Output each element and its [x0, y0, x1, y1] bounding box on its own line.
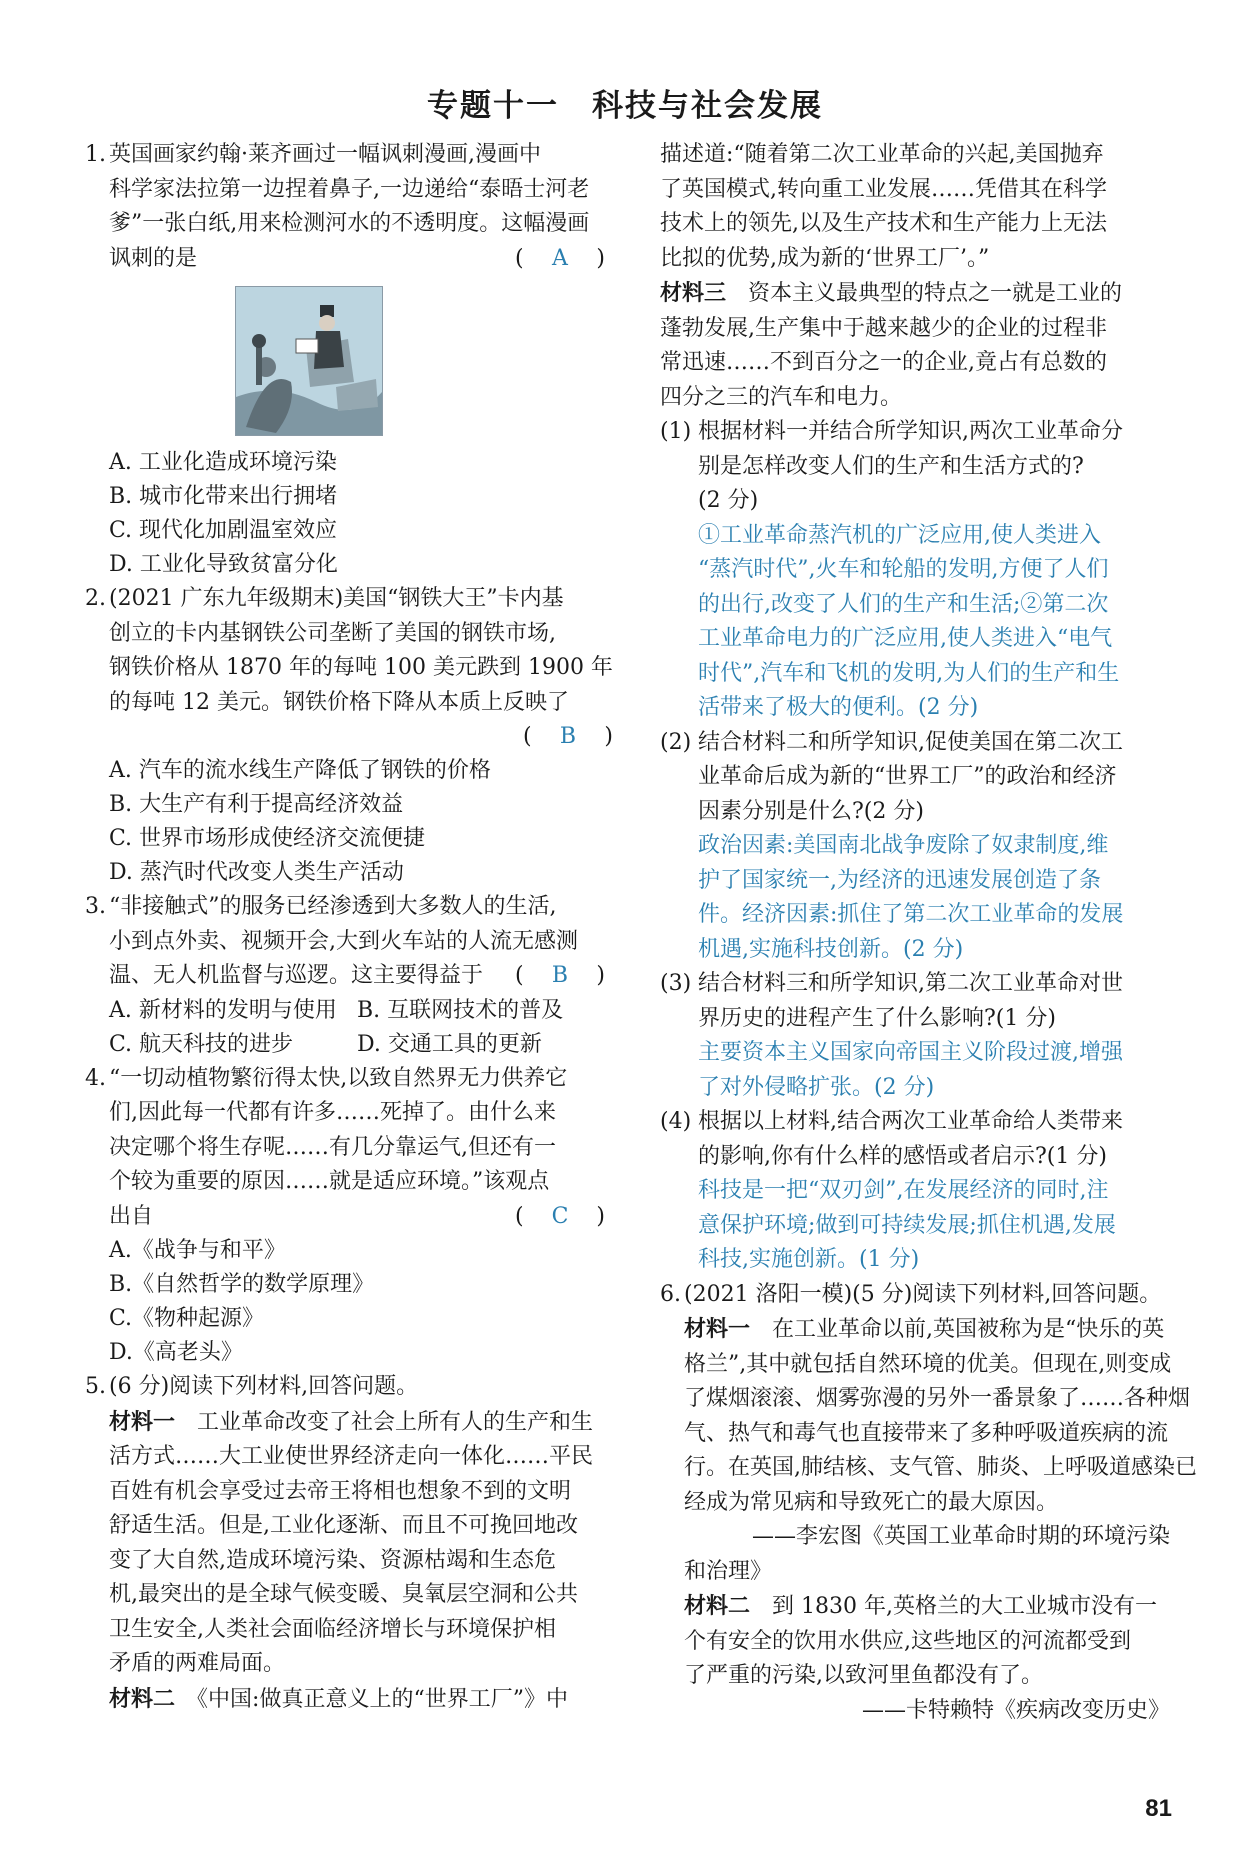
question-1 [85, 138, 605, 276]
answer-text: 科技是一把“双刃剑”,在发展经济的同时,注 [698, 1178, 1109, 1203]
subquestion-text: 界历史的进程产生了什么影响?(1 分) [698, 1005, 1056, 1031]
material-line: 百姓有机会享受过去帝王将相也想象不到的文明 [109, 1478, 572, 1504]
answer-letter: B [551, 963, 569, 988]
option: C. 现代化加剧温室效应 [109, 518, 338, 543]
answer-text: 时代”,汽车和飞机的发明,为人们的生产和生 [698, 660, 1120, 686]
material-text: 《中国:做真正意义上的“世界工厂”》中 [197, 1686, 568, 1712]
question-number: 5. [85, 1374, 106, 1399]
subquestion-text: 因素分别是什么?(2 分) [698, 798, 924, 824]
material-text: 到 1830 年,英格兰的大工业城市没有一 [772, 1594, 1158, 1619]
answer-text: 科技,实施创新。(1 分) [698, 1247, 920, 1272]
answer-text: 工业革命电力的广泛应用,使人类进入“电气 [698, 626, 1113, 651]
question-intro: (6 分)阅读下列材料,回答问题。 [109, 1374, 419, 1399]
question-text: 温、无人机监督与巡逻。这主要得益于 [109, 963, 484, 988]
answer-bracket: ( C ) [515, 1200, 605, 1235]
answer-text: 意保护环境;做到可持续发展;抓住机遇,发展 [698, 1212, 1116, 1238]
material-line: 变了大自然,造成环境污染、资源枯竭和生态危 [109, 1547, 556, 1573]
material-text: 在工业革命以前,英国被称为是“快乐的英 [772, 1317, 1165, 1342]
material-line: 比拟的优势,成为新的‘世界工厂’。” [660, 245, 990, 271]
option: A. 汽车的流水线生产降低了钢铁的价格 [109, 758, 491, 783]
answer-text: ①工业革命蒸汽机的广泛应用,使人类进入 [698, 522, 1101, 548]
answer-text: 了对外侵略扩张。(2 分) [698, 1074, 935, 1100]
question-number: 3. [85, 894, 106, 919]
option: D. 交通工具的更新 [357, 1031, 542, 1057]
subquestion-text: 结合材料二和所学知识,促使美国在第二次工 [698, 729, 1123, 755]
material-line [660, 1589, 1170, 1625]
question-4 [85, 1062, 605, 1235]
question-text: “非接触式”的服务已经渗透到大多数人的生活, [109, 894, 557, 919]
subquestion-text: 结合材料三和所学知识,第二次工业革命对世 [698, 971, 1123, 996]
material-label: 材料二 [109, 1685, 176, 1712]
option-row [85, 994, 605, 1028]
material-line [660, 276, 1170, 312]
page-number: 81 [1145, 1795, 1172, 1822]
material-line: 活方式……大工业使世界经济走向一体化……平民 [109, 1444, 594, 1469]
cartoon-image [235, 286, 383, 436]
option: C.《物种起源》 [109, 1306, 265, 1331]
option: B.《自然哲学的数学原理》 [109, 1272, 375, 1297]
answer-bracket: ( B ) [515, 959, 605, 994]
answer-text: 活带来了极大的便利。(2 分) [698, 695, 979, 720]
option: D.《高老头》 [109, 1340, 243, 1365]
question-text: 决定哪个将生存呢……有几分靠运气,但还有一 [109, 1134, 556, 1160]
material-text: 工业革命改变了社会上所有人的生产和生 [197, 1409, 594, 1435]
question-text: 们,因此每一代都有许多……死掉了。由什么来 [109, 1100, 556, 1125]
question-2 [85, 582, 613, 754]
question-text: 英国画家约翰·莱齐画过一幅讽刺漫画,漫画中 [109, 142, 541, 167]
subquestion-2 [660, 726, 1170, 968]
subquestion-4 [660, 1105, 1170, 1278]
answer-text: 政治因素:美国南北战争废除了奴隶制度,维 [698, 833, 1109, 858]
answer-letter: A [552, 245, 568, 271]
answer-text: 的出行,改变了人们的生产和生活;②第二次 [698, 591, 1109, 617]
material-line: 气、热气和毒气也直接带来了多种呼吸道疾病的流 [684, 1420, 1169, 1446]
answer-text: 件。经济因素:抓住了第二次工业革命的发展 [698, 902, 1124, 927]
subquestion-text: 的影响,你有什么样的感悟或者启示?(1 分) [698, 1143, 1107, 1169]
material-line: 格兰”,其中就包括自然环境的优美。但现在,则变成 [684, 1351, 1172, 1377]
material-source: ——李宏图《英国工业革命时期的环境污染 [751, 1524, 1170, 1549]
material-line: 了严重的污染,以致河里鱼都没有了。 [684, 1663, 1043, 1688]
question-number: 2. [85, 586, 106, 611]
material-line: 行。在英国,肺结核、支气管、肺炎、上呼吸道感染已 [684, 1455, 1197, 1480]
option: B. 互联网技术的普及 [357, 997, 564, 1023]
question-text: “一切动植物繁衍得太快,以致自然界无力供养它 [109, 1065, 568, 1091]
subquestion-label: (1) [660, 419, 692, 444]
material-line: 个有安全的饮用水供应,这些地区的河流都受到 [684, 1628, 1131, 1654]
option-row [85, 1028, 605, 1062]
question-number: 1. [85, 142, 106, 167]
answer-text: 主要资本主义国家向帝国主义阶段过渡,增强 [698, 1040, 1123, 1065]
material-line: 了英国模式,转向重工业发展……凭借其在科学 [660, 176, 1107, 202]
subquestion-label: (2) [660, 729, 692, 755]
material-line: 描述道:“随着第二次工业革命的兴起,美国抛弃 [660, 142, 1104, 167]
option: B. 大生产有利于提高经济效益 [109, 792, 404, 817]
material-line: 四分之三的汽车和电力。 [660, 384, 903, 410]
option: B. 城市化带来出行拥堵 [109, 484, 338, 509]
material-source: ——卡特赖特《疾病改变历史》 [861, 1697, 1170, 1723]
question-3 [85, 890, 605, 994]
left-column [85, 138, 613, 1717]
subquestion-text: 根据材料一并结合所学知识,两次工业革命分 [698, 419, 1123, 444]
subquestion-3 [660, 967, 1170, 1105]
question-number: 4. [85, 1065, 106, 1091]
question-text: 出自 [109, 1203, 154, 1229]
faraday-cartoon-illustration [236, 287, 382, 435]
question-intro: (2021 洛阳一模)(5 分)阅读下列材料,回答问题。 [684, 1281, 1162, 1307]
question-text: 钢铁价格从 1870 年的每吨 100 美元跌到 1900 年 [109, 655, 613, 680]
material-line [85, 1682, 605, 1718]
question-number: 6. [660, 1281, 681, 1307]
option: D. 工业化导致贫富分化 [109, 552, 338, 577]
question-text: 的每吨 12 美元。钢铁价格下降从本质上反映了 [109, 689, 569, 715]
material-line [85, 1405, 605, 1441]
option: C. 航天科技的进步 [109, 1031, 294, 1057]
material-line: 机,最突出的是全球气候变暖、臭氧层空洞和公共 [109, 1582, 578, 1607]
material-line [660, 1312, 1170, 1348]
option: A.《战争与和平》 [109, 1238, 286, 1263]
option: D. 蒸汽时代改变人类生产活动 [109, 860, 404, 885]
option: A. 新材料的发明与使用 [109, 997, 337, 1023]
answer-letter: C [551, 1203, 569, 1229]
subquestion-text: 根据以上材料,结合两次工业革命给人类带来 [698, 1109, 1123, 1134]
right-column [660, 138, 1197, 1728]
subquestion-1 [660, 415, 1170, 726]
material-line: 经成为常见病和导致死亡的最大原因。 [684, 1489, 1059, 1515]
question-text: 个较为重要的原因……就是适应环境。”该观点 [109, 1169, 550, 1194]
material-line: 常迅速……不到百分之一的企业,竟占有总数的 [660, 350, 1107, 375]
subquestion-label: (3) [660, 971, 692, 996]
material-line: 矛盾的两难局面。 [109, 1651, 286, 1676]
subquestion-text: (2 分) [698, 488, 759, 513]
subquestion-text: 业革命后成为新的“世界工厂”的政治和经济 [698, 764, 1117, 789]
page-title: 专题十一 科技与社会发展 [427, 88, 823, 124]
answer-letter: B [559, 724, 577, 749]
material-text: 资本主义最典型的特点之一就是工业的 [748, 281, 1123, 306]
answer-text: 护了国家统一,为经济的迅速发展创造了条 [698, 867, 1101, 893]
material-label: 材料一 [109, 1408, 176, 1435]
question-text: 科学家法拉第一边捏着鼻子,一边递给“泰晤士河老 [109, 176, 590, 202]
question-text: 爹”一张白纸,用来检测河水的不透明度。这幅漫画 [109, 211, 590, 236]
subquestion-label: (4) [660, 1109, 692, 1134]
option: C. 世界市场形成使经济交流便捷 [109, 826, 426, 851]
question-text: (2021 广东九年级期末)美国“钢铁大王”卡内基 [109, 586, 564, 611]
question-text: 小到点外卖、视频开会,大到火车站的人流无感测 [109, 928, 578, 954]
answer-bracket: ( B ) [523, 720, 613, 754]
question-text: 创立的卡内基钢铁公司垄断了美国的钢铁市场, [109, 620, 556, 646]
answer-text: 机遇,实施科技创新。(2 分) [698, 936, 964, 962]
material-line: 蓬勃发展,生产集中于越来越少的企业的过程非 [660, 315, 1107, 341]
question-5 [85, 1370, 605, 1405]
material-label: 材料二 [684, 1593, 751, 1619]
answer-text: “蒸汽时代”,火车和轮船的发明,方便了人们 [698, 557, 1109, 582]
material-line: 卫生安全,人类社会面临经济增长与环境保护相 [109, 1616, 556, 1642]
question-text: 讽刺的是 [109, 245, 198, 271]
material-label: 材料三 [660, 280, 727, 306]
material-source: 和治理》 [684, 1558, 773, 1584]
answer-bracket: ( A ) [515, 242, 605, 277]
option: A. 工业化造成环境污染 [109, 450, 337, 475]
material-line: 技术上的领先,以及生产技术和生产能力上无法 [660, 211, 1107, 236]
question-6 [660, 1278, 1170, 1313]
material-line: 了煤烟滚滚、烟雾弥漫的另外一番景象了……各种烟 [684, 1386, 1191, 1411]
subquestion-text: 别是怎样改变人们的生产和生活方式的? [698, 453, 1084, 479]
material-line: 舒适生活。但是,工业化逐渐、而且不可挽回地改 [109, 1513, 578, 1538]
material-label: 材料一 [684, 1316, 751, 1342]
